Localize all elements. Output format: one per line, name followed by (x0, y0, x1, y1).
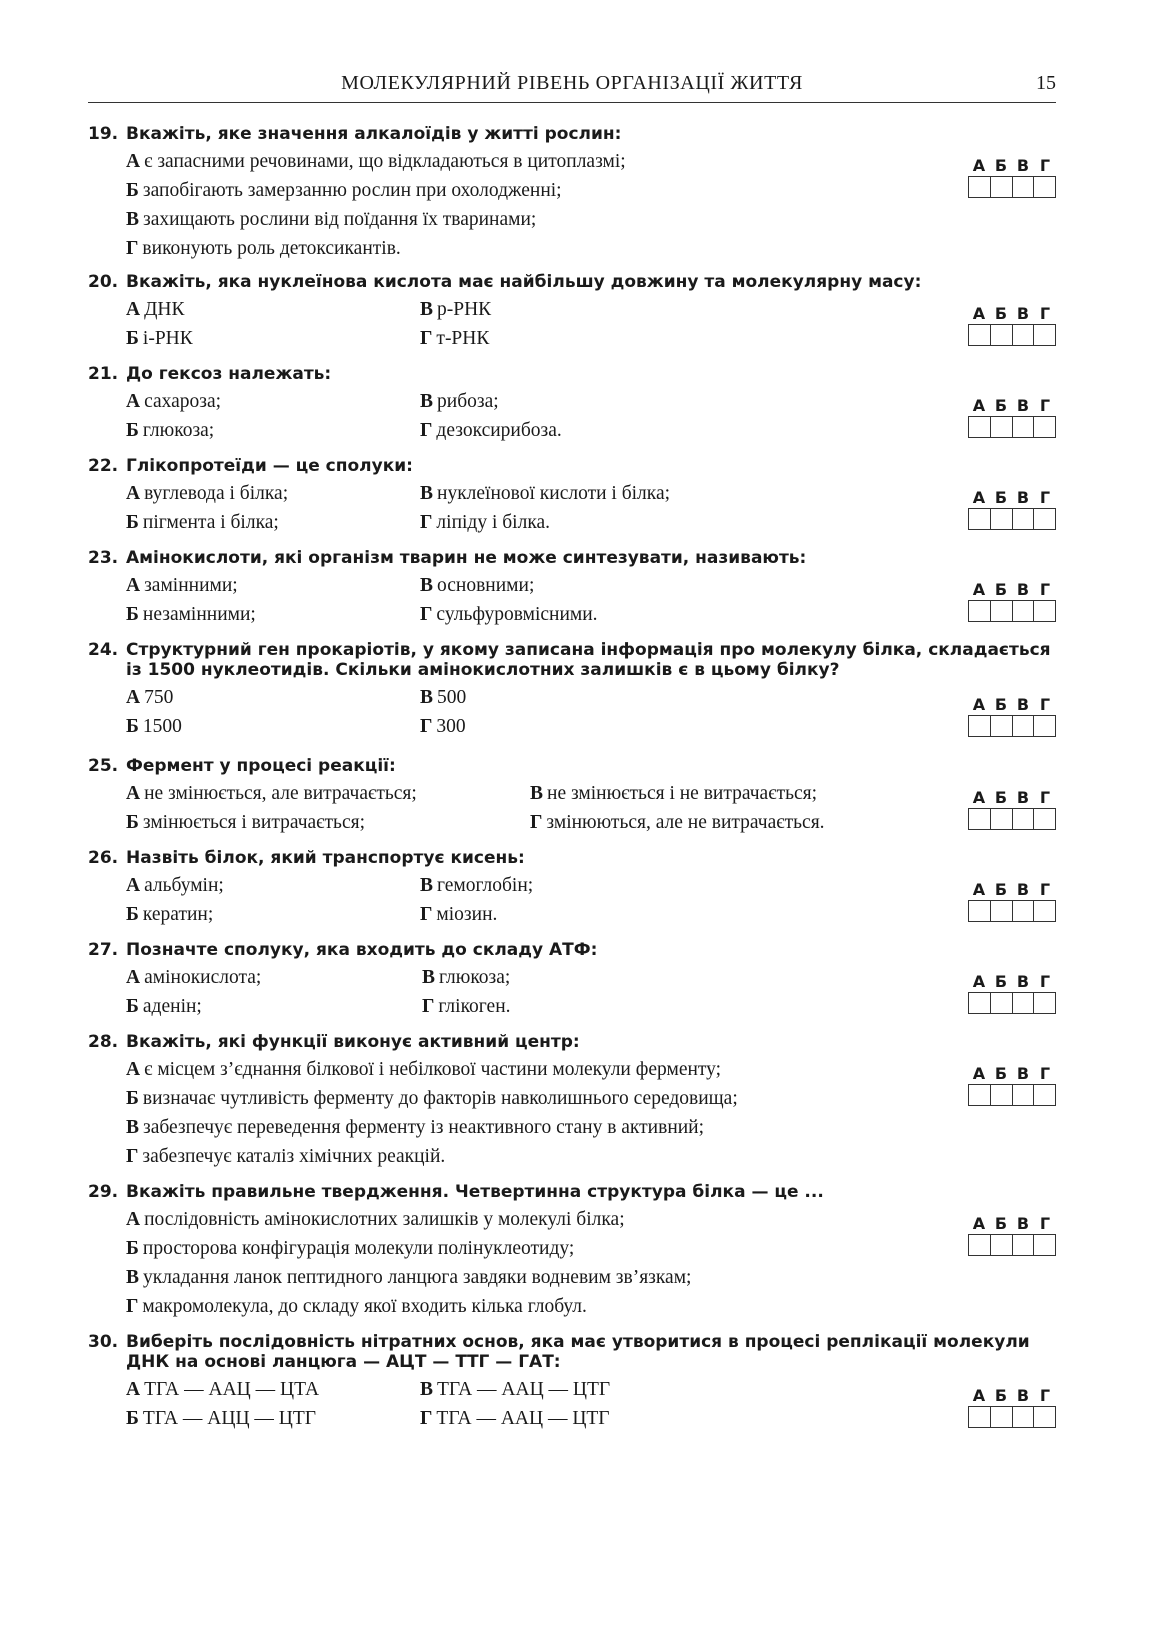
answer-box-a[interactable] (969, 1085, 991, 1105)
question-number: 20. (88, 272, 119, 292)
option-b: Б визначає чутливість ферменту до факторів навколишнього середовища; (126, 1088, 738, 1109)
page-header-title: МОЛЕКУЛЯРНИЙ РІВЕНЬ ОРГАНІЗАЦІЇ ЖИТТЯ (341, 72, 803, 94)
option-b: Б незамінними; (126, 604, 256, 625)
option-b: Б і-РНК (126, 328, 193, 349)
answer-box-v[interactable] (1013, 1407, 1035, 1427)
option-a: А 750 (126, 687, 174, 708)
answer-box-g[interactable] (1034, 417, 1055, 437)
answer-grid-29: А Б В Г (968, 1214, 1058, 1256)
option-b: Б кератин; (126, 904, 214, 925)
answer-box-v[interactable] (1013, 1235, 1035, 1255)
option-v: В 500 (420, 687, 467, 708)
question-text: Фермент у процесі реакції: (126, 756, 396, 776)
option-a: А є місцем з’єднання білкової і небілкової частини молекули ферменту; (126, 1059, 722, 1080)
option-v: В ТГА — ААЦ — ЦТГ (420, 1379, 611, 1400)
option-v: В нуклеїнової кислоти і білка; (420, 483, 671, 504)
question-27 (88, 940, 1056, 1021)
answer-box-b[interactable] (991, 509, 1013, 529)
question-number: 30. (88, 1332, 119, 1352)
answer-box-g[interactable] (1034, 809, 1055, 829)
question-30 (88, 1332, 1056, 1433)
answer-grid-19: А Б В Г (968, 156, 1058, 198)
question-number: 28. (88, 1032, 119, 1052)
answer-box-b[interactable] (991, 809, 1013, 829)
page-header (88, 68, 1056, 103)
question-29 (88, 1182, 1056, 1321)
answer-box-g[interactable] (1034, 716, 1055, 736)
option-a: А замінними; (126, 575, 238, 596)
option-g: Г виконують роль детоксикантів. (126, 238, 401, 259)
answer-box-a[interactable] (969, 993, 991, 1013)
option-g: Г ліпіду і білка. (420, 512, 551, 533)
answer-grid-28: А Б В Г (968, 1064, 1058, 1106)
question-number: 23. (88, 548, 119, 568)
option-g: Г макромолекула, до складу якої входить кілька глобул. (126, 1296, 587, 1317)
question-20 (88, 272, 1056, 353)
question-19 (88, 124, 1056, 263)
question-text: Виберіть послідовність нітратних основ, яка має утворитися в процесі реплікації молекули ДНК на основі ланцюга — АЦТ — ТТГ — ГАТ: (126, 1332, 1030, 1372)
answer-grid-23: А Б В Г (968, 580, 1058, 622)
question-number: 25. (88, 756, 119, 776)
option-g: Г т-РНК (420, 328, 490, 349)
question-text: Глікопротеїди — це сполуки: (126, 456, 413, 476)
question-text: Позначте сполуку, яка входить до складу АТФ: (126, 940, 598, 960)
answer-box-b[interactable] (991, 417, 1013, 437)
answer-box-b[interactable] (991, 325, 1013, 345)
question-number: 22. (88, 456, 119, 476)
answer-box-a[interactable] (969, 325, 991, 345)
option-v: В гемоглобін; (420, 875, 534, 896)
question-number: 19. (88, 124, 119, 144)
option-b: Б просторова конфігурація молекули полінуклеотиду; (126, 1238, 575, 1259)
option-v: В рибоза; (420, 391, 499, 412)
answer-box-b[interactable] (991, 993, 1013, 1013)
answer-box-g[interactable] (1034, 1407, 1055, 1427)
option-b: Б 1500 (126, 716, 182, 737)
answer-grid-24: А Б В Г (968, 695, 1058, 737)
question-text: До гексоз належать: (126, 364, 332, 384)
answer-box-a[interactable] (969, 177, 991, 197)
option-a: А ТГА — ААЦ — ЦТА (126, 1379, 320, 1400)
answer-box-g[interactable] (1034, 325, 1055, 345)
answer-grid-20: А Б В Г (968, 304, 1058, 346)
answer-box-v[interactable] (1013, 177, 1035, 197)
answer-box-b[interactable] (991, 716, 1013, 736)
option-g: Г ТГА — ААЦ — ЦТГ (420, 1408, 610, 1429)
answer-grid-25: А Б В Г (968, 788, 1058, 830)
question-text: Амінокислоти, які організм тварин не може синтезувати, називають: (126, 548, 807, 568)
question-22 (88, 456, 1056, 537)
answer-box-a[interactable] (969, 1407, 991, 1427)
question-text: Вкажіть, які функції виконує активний центр: (126, 1032, 580, 1052)
question-number: 24. (88, 640, 119, 660)
answer-box-g[interactable] (1034, 993, 1055, 1013)
question-number: 29. (88, 1182, 119, 1202)
answer-box-v[interactable] (1013, 1085, 1035, 1105)
question-number: 21. (88, 364, 119, 384)
option-a: А сахароза; (126, 391, 222, 412)
answer-box-a[interactable] (969, 417, 991, 437)
option-g: Г міозин. (420, 904, 498, 925)
answer-box-b[interactable] (991, 177, 1013, 197)
answer-box-b[interactable] (991, 901, 1013, 921)
answer-box-a[interactable] (969, 809, 991, 829)
answer-box-v[interactable] (1013, 993, 1035, 1013)
option-a: А альбумін; (126, 875, 224, 896)
question-text: Структурний ген прокаріотів, у якому записана інформація про молекулу білка, складається із 1500 нуклеотидів. Скільки амінокислотних залишків є в цьому білку? (126, 640, 1051, 680)
option-v: В не змінюється і не витрачається; (530, 783, 818, 804)
option-b: Б аденін; (126, 996, 202, 1017)
question-text: Вкажіть, яка нуклеїнова кислота має найбільшу довжину та молекулярну масу: (126, 272, 922, 292)
option-g: Г 300 (420, 716, 466, 737)
answer-box-b[interactable] (991, 1407, 1013, 1427)
answer-grid-26: А Б В Г (968, 880, 1058, 922)
answer-box-g[interactable] (1034, 177, 1055, 197)
option-b: Б ТГА — АЦЦ — ЦТГ (126, 1408, 317, 1429)
answer-box-g[interactable] (1034, 601, 1055, 621)
page-number: 15 (1036, 72, 1056, 94)
answer-box-a[interactable] (969, 509, 991, 529)
answer-box-g[interactable] (1034, 1085, 1055, 1105)
question-text: Назвіть білок, який транспортує кисень: (126, 848, 525, 868)
option-g: Г забезпечує каталіз хімічних реакцій. (126, 1146, 446, 1167)
question-24 (88, 640, 1056, 741)
answer-box-g[interactable] (1034, 901, 1055, 921)
answer-box-b[interactable] (991, 1235, 1013, 1255)
option-a: А послідовність амінокислотних залишків у молекулі білка; (126, 1209, 625, 1230)
option-v: В забезпечує переведення ферменту із неактивного стану в активний; (126, 1117, 705, 1138)
answer-box-g[interactable] (1034, 509, 1055, 529)
option-v: В захищають рослини від поїдання їх тваринами; (126, 209, 537, 230)
answer-box-v[interactable] (1013, 417, 1035, 437)
option-v: В укладання ланок пептидного ланцюга завдяки водневим зв’язкам; (126, 1267, 692, 1288)
option-b: Б глюкоза; (126, 420, 215, 441)
option-b: Б запобігають замерзанню рослин при охолодженні; (126, 180, 562, 201)
option-v: В р-РНК (420, 299, 492, 320)
option-g: Г змінюються, але не витрачається. (530, 812, 825, 833)
question-25 (88, 756, 1056, 837)
answer-box-v[interactable] (1013, 901, 1035, 921)
answer-box-v[interactable] (1013, 509, 1035, 529)
answer-grid-30: А Б В Г (968, 1386, 1058, 1428)
question-21 (88, 364, 1056, 445)
answer-box-a[interactable] (969, 901, 991, 921)
option-v: В глюкоза; (422, 967, 511, 988)
question-text: Вкажіть правильне твердження. Четвертинна структура білка — це ... (126, 1182, 824, 1202)
answer-grid-27: А Б В Г (968, 972, 1058, 1014)
question-26 (88, 848, 1056, 929)
option-a: А амінокислота; (126, 967, 262, 988)
question-number: 27. (88, 940, 119, 960)
option-g: Г сульфуровмісними. (420, 604, 598, 625)
option-g: Г глікоген. (422, 996, 511, 1017)
option-a: А не змінюється, але витрачається; (126, 783, 417, 804)
answer-box-v[interactable] (1013, 716, 1035, 736)
answer-grid-21: А Б В Г (968, 396, 1058, 438)
answer-box-v[interactable] (1013, 601, 1035, 621)
question-number: 26. (88, 848, 119, 868)
answer-box-a[interactable] (969, 716, 991, 736)
option-a: А є запасними речовинами, що відкладаються в цитоплазмі; (126, 151, 626, 172)
answer-box-a[interactable] (969, 1235, 991, 1255)
option-a: А вуглевода і білка; (126, 483, 289, 504)
option-b: Б змінюється і витрачається; (126, 812, 365, 833)
option-b: Б пігмента і білка; (126, 512, 279, 533)
answer-box-v[interactable] (1013, 325, 1035, 345)
question-text: Вкажіть, яке значення алкалоїдів у житті рослин: (126, 124, 622, 144)
answer-box-a[interactable] (969, 601, 991, 621)
answer-grid-22: А Б В Г (968, 488, 1058, 530)
answer-box-g[interactable] (1034, 1235, 1055, 1255)
answer-box-v[interactable] (1013, 809, 1035, 829)
option-a: А ДНК (126, 299, 185, 320)
question-28 (88, 1032, 1056, 1171)
option-v: В основними; (420, 575, 535, 596)
answer-box-b[interactable] (991, 601, 1013, 621)
question-23 (88, 548, 1056, 629)
option-g: Г дезоксирибоза. (420, 420, 562, 441)
answer-box-b[interactable] (991, 1085, 1013, 1105)
